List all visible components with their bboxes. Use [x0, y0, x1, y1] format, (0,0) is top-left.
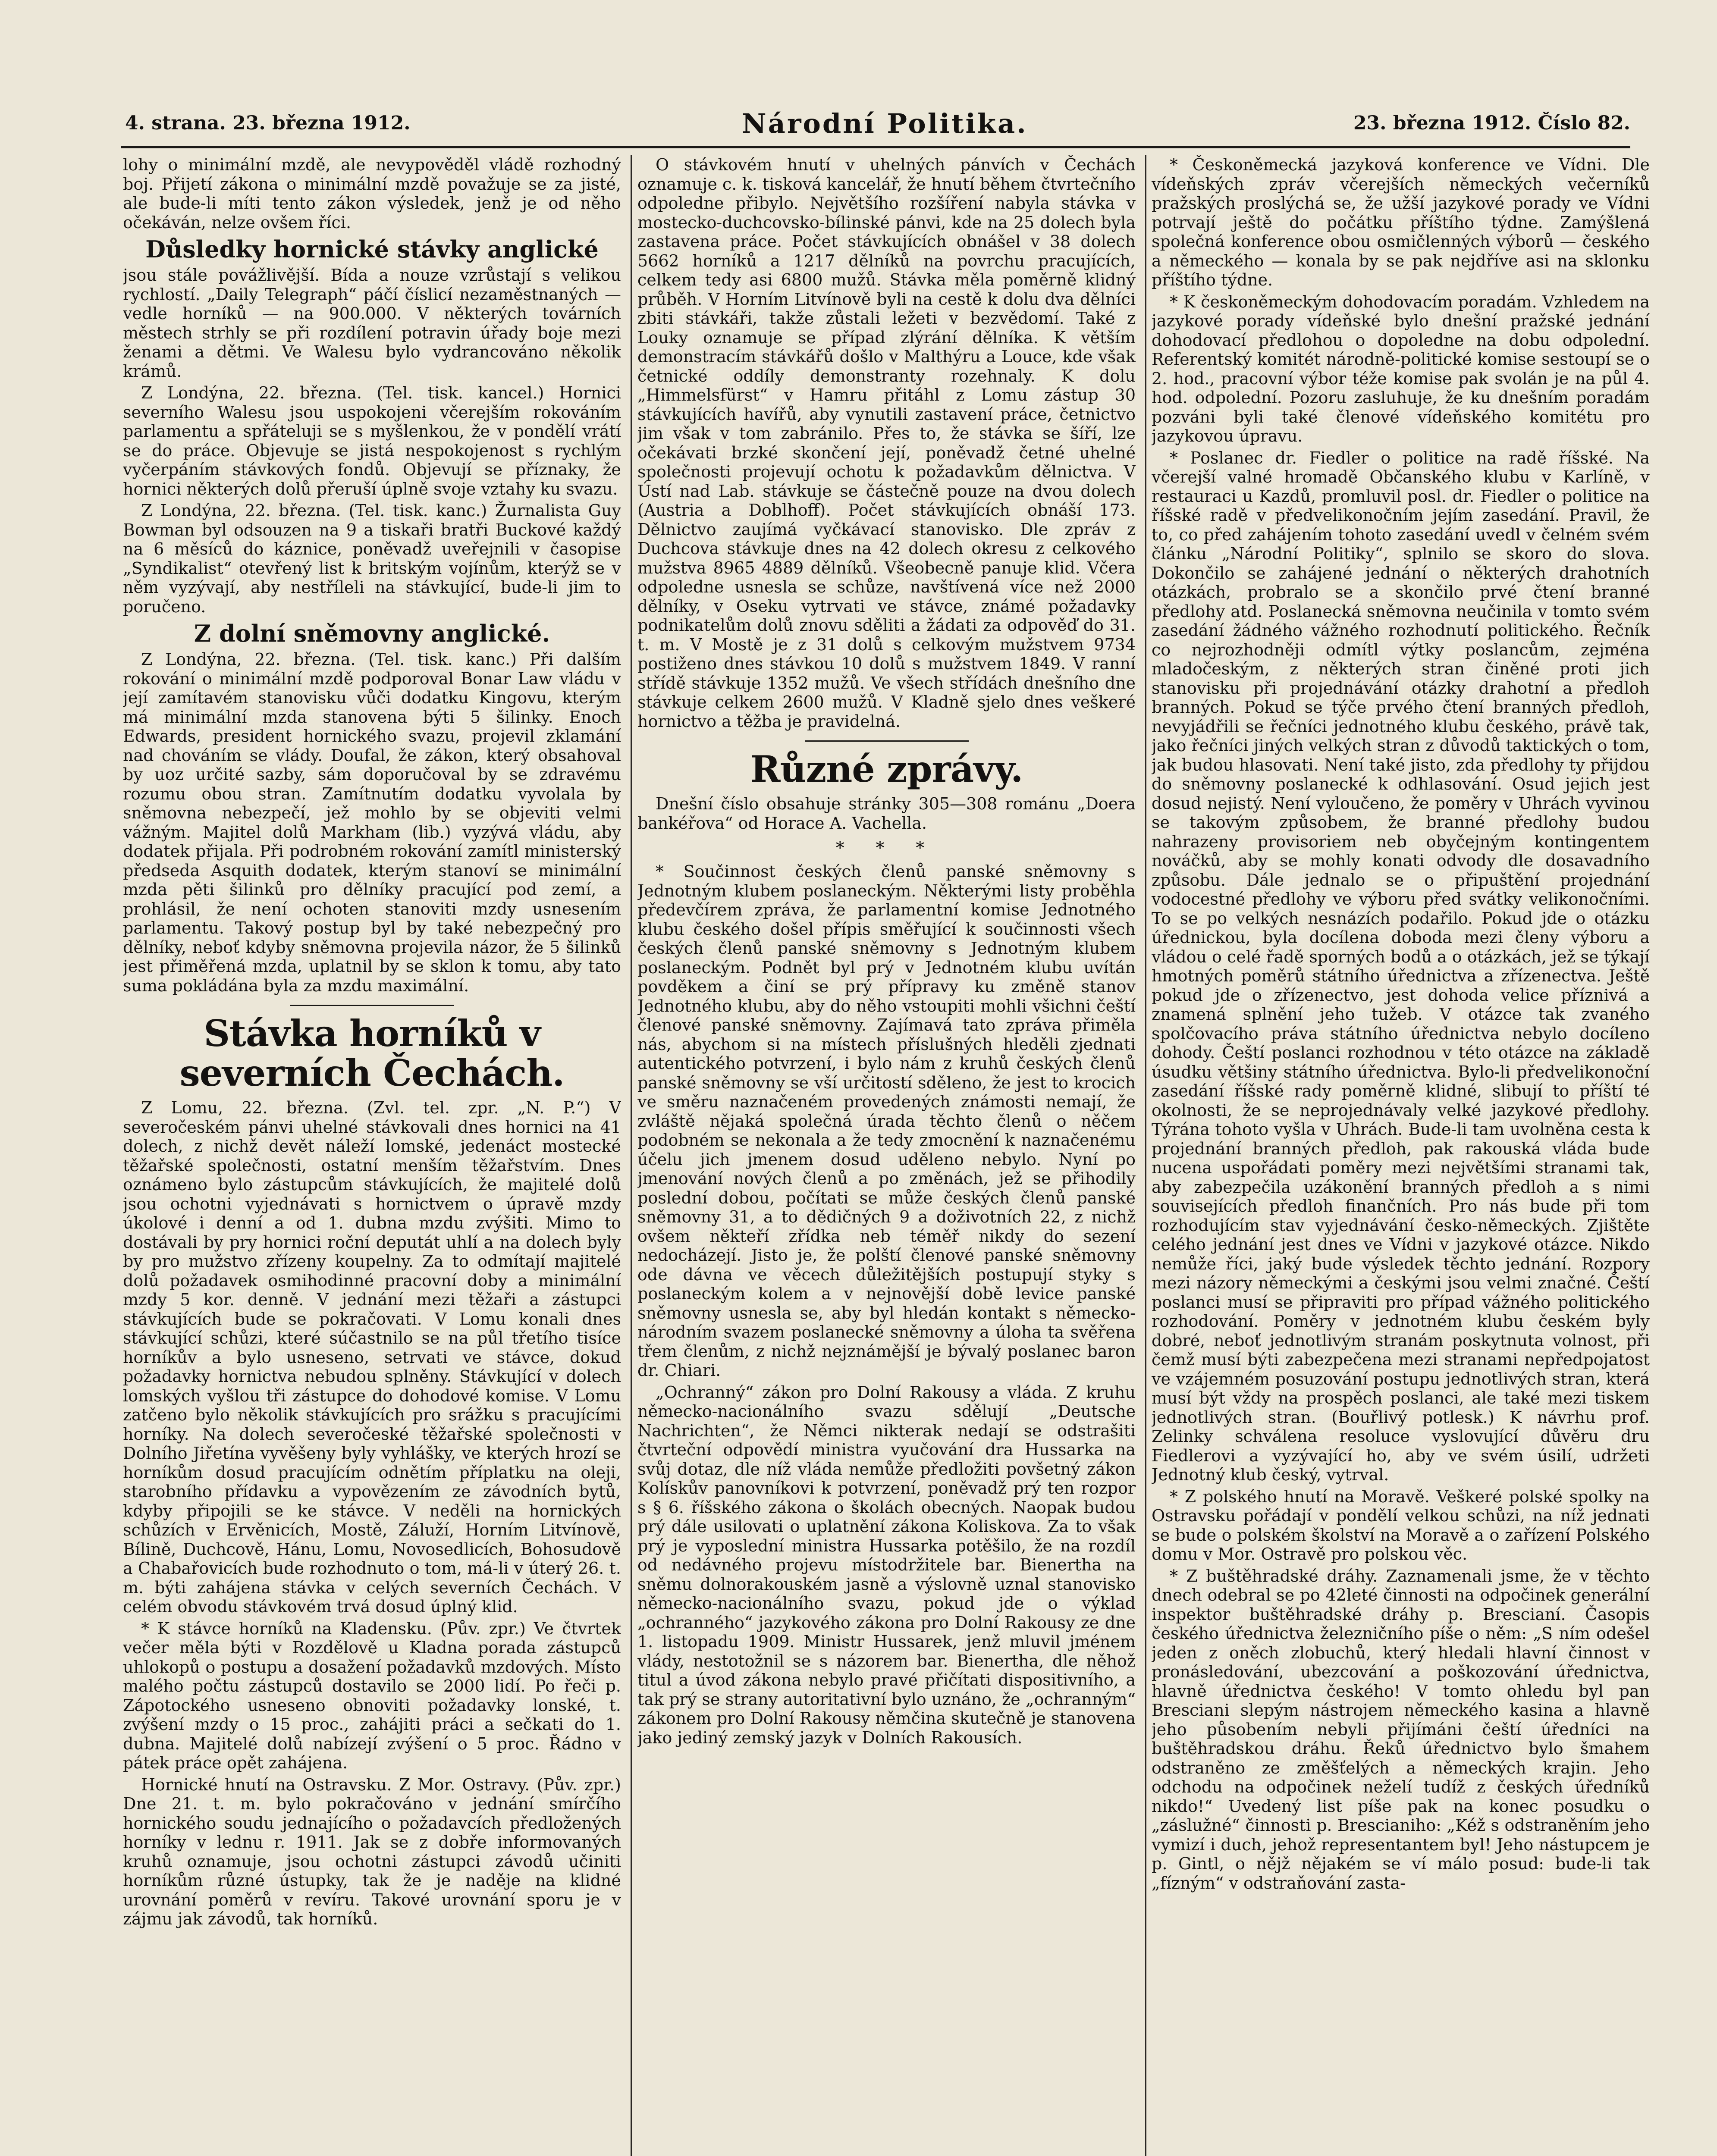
separator-rule	[805, 740, 969, 742]
column-1	[123, 155, 621, 2156]
article-dohodovaci-porady: * K českoněmeckým dohodovacím poradám. Vzhledem na jazykové porady vídeňské bylo dnešní pražské jednání dohodovací předlohou o dopoledne na dobu odpolední. Referentský komitét národně-politické komise sestoupí se o 2. hod., pracovní výbor téže komise pak svolán je na půl 4. hod. odpolední. Pozoru zasluhuje, že ku dnešním poradám pozváni byli také členové vídeňského komitétu pro jazykovou úpravu.	[1152, 292, 1650, 445]
column-3	[1152, 155, 1650, 2156]
article-continuation: lohy o minimální mzdě, ale nevypověděl vládě rozhodný boj. Přijetí zákona o minimální mzdě považuje se za jisté, ale bude-li míti tento zákon výsledek, jenž je od něho očekáván, nelze ovšem říci.	[123, 155, 621, 232]
header-rule	[121, 146, 1630, 148]
page-header	[121, 108, 1630, 142]
column-2	[637, 155, 1136, 2156]
masthead-title: Národní Politika.	[742, 108, 1028, 139]
article-stavkove-hnuti-cechy: O stávkovém hnutí v uhelných pánvích v Čechách oznamuje c. k. tisková kancelář, že hnutí během čtvrtečního odpoledne přibylo. Největšího rozšíření nabyla stávka v mostecko-duchcovsko-bílinské pánvi, kde na 25 dolech byla zastavena práce. Počet stávkujících obnášel v 38 dolech 5662 horníků a 1217 dělníků na povrchu pracujících, celkem tedy asi 6800 mužů. Stávka měla poměrně klidný průběh. V Horním Litvínově byli na cestě k dolu dva dělníci zbiti stávkáři, takže zůstali ležeti v bezvědomí. Také z Louky oznamuje se případ zlýrání dělníka. K větším demonstracím stávkářů došlo v Malthýru a Louce, kde však četnické oddíly demonstranty rozehnaly. K dolu „Himmelsfürst“ v Hamru přitáhl z Lomu zástup 30 stávkujících havířů, aby vynutili zastavení práce, četnictvo jim však v tom zabránilo. Přes to, že stávka se šíří, lze očekávati brzké skončení její, poněvadž četné uhelné společnosti projevují ochotu k požadavkům dělnictva. V Ústí nad Lab. stávkuje se částečně pouze na dvou dolech (Austria a Doblhoff). Počet stávkujících obnáší 173. Dělnictvo zaujímá vyčkávací stanovisko. Dle zpráv z Duchcova stávkuje dnes na 42 dolech okresu z celkového mužstva 8965 4889 dělníků. Všeobecně panuje klid. Včera odpoledne usnesla se schůze, navštívená více než 2000 dělníky, v Oseku vytrvati ve stávce, známé požadavky podnikatelům dolů znovu sděliti a žádati za odpověď do 31. t. m. V Mostě je z 31 dolů s celkovým mužstvem 9734 postiženo dnes stávkou 10 dolů s mužstvem 1849. V ranní střídě stávkuje 1352 mužů. Ve všech střídách dnešního dne stávkuje celkem 2600 mužů. V Kladně sjelo dnes veškeré hornictvo a těžba je pravidelná.	[637, 155, 1136, 731]
article-soucinnost: * Součinnost českých členů panské sněmovny s Jednotným klubem poslaneckým. Některými listy proběhla předevčírem zpráva, že parlamentní komise Jednotného klubu českého došel přípis směřující k součinnosti všech českých členů panské sněmovny s Jednotným klubem poslaneckým. Podnět byl prý v Jednotném klubu uvítán povděkem a činí se prý přípravy ku změně stanov Jednotného klubu, aby do něho vstoupiti mohli všichni čeští členové panské sněmovny. Zajímavá tato zpráva přiměla nás, abychom si na místech příslušných hleděli zjednati autentického potvrzení, i bylo nám z kruhů českých členů panské sněmovny se vší určitostí sděleno, že jest to krocich ve směru naznačeném provedených známosti nemají, že zvláště nějaká společná úrada těchto členů o něčem podobném se nekonala a že tedy zmocnění k naznačenému účelu jich jmenem dosud uděleno nebylo. Nyní po jmenování nových členů a po změnách, jež se přihodily poslední dobou, počítati se může českých členů panské sněmovny 31, a to dědičných 9 a doživotních 22, z nichž ovšem někteří zřídka neb téměř nikdy do sezení nedocházejí. Jisto je, že polští členové panské sněmovny ode dávna ve věcech důležitějších postupují styky s poslaneckým kolem a v nejnovější době levice panské sněmovny usnesla se, aby byl hledán kontakt s německo-národním svazem poslanecké sněmovny a úloha ta svěřena třem členům, z nichž nejznámější je bývalý poslanec baron dr. Chiari.	[637, 862, 1136, 1380]
column-divider-1	[631, 155, 632, 2156]
article-dolni-snemovna: Z Londýna, 22. března. (Tel. tisk. kanc.) Při dalším rokování o minimální mzdě podporoval Bonar Law vládu v její zamítavém stanovisku vůči dodatku Kingovu, kterým má minimální mzda stanovena býti 5 šilinky. Enoch Edwards, president hornického svazu, projevil zklamání nad chováním se vlády. Doufal, že zákon, který obsahoval by uoz určité sazby, sám doporučoval by se zdravému rozumu obou stran. Zamítnutím dodatku vyvolala by sněmovna nebezpečí, jež mohlo by se objeviti velmi vážným. Majitel dolů Markham (lib.) vyzývá vládu, aby dodatek přijala. Při podrobném rokování zamítl ministerský předseda Asquith dodatek, kterým stanoví se minimální mzda pěti šilinků pro dělníky pracující pod zemí, a prohlásil, že není ochoten stanoviti mzdy usnesením parlamentu. Takový postup byl by také nebezpečný pro dělníky, neboť kdyby sněmovna projevila názor, že 5 šilinků jest přiměřená mzda, uplatnil by se sklon k tomu, aby tato suma pokládána byla za mzdu maximální.	[123, 650, 621, 995]
article-kladensko: * K stávce horníků na Kladensku. (Pův. zpr.) Ve čtvrtek večer měla býti v Rozdělově u Kladna porada zástupců uhlokopů o postupu a dosažení požadavků mzdových. Místo malého počtu zástupců dostavilo se 2000 lidí. Po řeči p. Zápotockého usneseno obnoviti požadavky lonské, t. zvýšení mzdy o 15 proc., zahájiti práci a sečkati do 1. dubna. Majitelé dolů nabízejí zvýšení o 5 proc. Řádno v pátek práce opět zahájena.	[123, 1619, 621, 1772]
headline-ruzne-zpravy: Různé zprávy.	[750, 748, 1023, 790]
notice-roman: Dnešní číslo obsahuje stránky 305—308 románu „Doera bankéřova“ od Horace A. Vachella.	[637, 794, 1136, 833]
separator-rule	[290, 1005, 454, 1006]
article-jazykova-konference: * Českoněmecká jazyková konference ve Vídni. Dle vídeňských zpráv včerejších německých večerníků pražských proslýchá se, že užší jazykové porady ve Vídni potrvají ještě do počátku příštího týdne. Zamýšlená společná konference obou osmičlenných výborů — českého a německého — konala by se pak nejdříve asi na sklonku příštího týdne.	[1152, 155, 1650, 289]
header-date-issue-right: 23. března 1912. Číslo 82.	[1353, 112, 1630, 134]
article-fiedler: * Poslanec dr. Fiedler o politice na radě říšské. Na včerejší valné hromadě Občanského klubu v Karlíně, v restauraci u Kazdů, promluvil posl. dr. Fiedler o politice na říšské radě v předvelikonočním jejím zasedání. Pravil, že to, co před zahájením tohoto zasedání uvedl v čelném svém článku „Národní Politiky“, splnilo se skoro do slova. Dokončilo se zahájené jednání o některých drahotních otázkách, probralo se a skončilo prvé čtení branné předlohy atd. Poslanecká sněmovna neučinila v tomto svém zasedání žádného vážného rozhodnutí politického. Řečník co nejrozhodněji odmítl výtky poslancům, zejména mladočeským, z některých stran činěné proti jich stanovisku při projednávání otázky drahotní a předloh branných. Pokud se týče prvého čtení branných předloh, nevyjádřili se řečníci jednotného klubu českého, právě tak, jako řečníci jiných velkých stran z důvodů taktických o tom, jak budou hlasovati. Není také jisto, zda předlohy ty přijdou do sněmovny poslanecké k odhlasování. Osud jejich jest dosud nejistý. Není vyloučeno, že poměry v Uhrách vyvinou se takovým způsobem, že branné předlohy budou nahrazeny provisoriem neb obyčejným kontingentem nováčků, aby se mohly konati odvody dle dosavadního způsobu. Dále jednalo se o připuštění projednání vodocestné předlohy ve výboru před svátky velikonočními. To se po velkých nesnázích podařilo. Pokud jde o otázku úřednickou, byla docílena doboda mezi členy výboru a vládou o celé řadě sporných bodů a o otázkách, jež se týkají hmotných poměrů státního úřednictva a zřízenectva. Ještě pokud jde o zřízenectvo, jest dohoda velice příznivá a znamená splnění jeho tužeb. V otázce tak zvaného spolčovacího práva státního úřednictva nebylo docíleno dohody. Čeští poslanci rozhodnou v této otázce na základě úsudku většiny státního úřednictva. Bylo-li předvelikonoční zasedání říšské rady poměrně klidné, slibují to příští té okolnosti, že se neprojednávaly velké jazykové předlohy. Týrána tohoto vyšla v Uhrách. Bude-li tam uvolněna cesta k projednání branných předloh, pak rakouská vláda bude nucena uspořádati poměry mezi největšími stranami tak, aby zabezpečila uzákonění branných předloh a s nimi souvisejících předloh finančních. Pro nás bude při tom rozhodujícím stav vyjednávání česko-německých. Zjištěte celého jednání jest dnes ve Vídni v jazykové otázce. Nikdo nemůže říci, jaký bude výsledek těchto jednání. Rozpory mezi názory německými a českými jsou velmi značné. Čeští poslanci musí se připraviti pro případ vážného politického rozhodování. Poměry v jednotném klubu českém byly dobré, neboť jednotlivým stranám poskytnuta volnost, při čemž musí býti zabezpečena mezi stranami nepředpojatost ve vzájemném posuzování postupu jednotlivých stran, která musí být vždy na prospěch poslanci, ale také mezi tiskem jednotlivých stran. (Bouřlivý potlesk.) K návrhu prof. Zelinky schválena resoluce vyslovující důvěru dru Fiedlerovi a vyzývající ho, aby ve svém úsilí, udržeti Jednotný klub český, vytrval.	[1152, 448, 1650, 1484]
article-londyn-2: Z Londýna, 22. března. (Tel. tisk. kanc.) Žurnalista Guy Bowman byl odsouzen na 9 a tiskaři bratři Buckové každý na 6 měsíců do káznice, poněvadž uveřejnili v časopise „Syndikalist“ otevřený list k britským vojínům, kterýž se v něm vyzývají, aby nestříleli na stávkující, bude-li jim to poručeno.	[123, 501, 621, 616]
headline-stavka-hornikuu: Stávka horníků v severních Čechách.	[179, 1012, 565, 1094]
article-lomu: Z Lomu, 22. března. (Zvl. tel. zpr. „N. P.“) V severočeském pánvi uhelné stávkovali dnes hornici na 41 dolech, z nichž devět náleží lomské, jedenáct mostecké těžařské společnosti, ostatní menším těžařstvím. Dnes oznámeno bylo zástupcům stávkujících, že majitelé dolů jsou ochotni vyjednávati s hornictvem o úpravě mzdy úkolové i denní a od 1. dubna mzdu zvýšiti. Mimo to dostávali by pry hornici roční deputát uhlí a na dolech byly by pro mužstvo zřízeny koupelny. Za to odmítají majitelé dolů požadavek osmihodinné pracovní doby a minimální mzdy 5 kor. denně. V jednání mezi těžaři a zástupci stávkujících bude se pokračovati. V Lomu konali dnes stávkující schůzi, které súčastnilo se na půl třetího tisíce horníkův a bylo usneseno, setrvati ve stávce, dokud požadavky hornictva nebudou splněny. Stávkující v dolech lomských vyšlou tři zástupce do dohodové komise. V Lomu zatčeno bylo několik stávkujících pro srážku s pracujícími horníky. Na dolech severočeské těžařské společnosti v Dolního Jiřetína vyvěšeny byly vyhlášky, ve kterých hrozí se horníkům dosud pracujícím odnětím příplatku na oleji, starobního přídavku a vypovězením ze závodních bytů, kdyby připojili se ke stávce. V neděli na hornických schůzích v Ervěnicích, Mostě, Záluží, Horním Litvínově, Bílině, Duchcově, Hánu, Lomu, Novosedlicích, Bohosudově a Chabařovicích bude rozhodnuto o tom, má-li v úterý 26. t. m. býti zahájena stávka v celých severních Čechách. V celém obvodu stávkovém trvá dosud úplný klid.	[123, 1098, 621, 1616]
article-bustehradska-draha: * Z buštěhradské dráhy. Zaznamenali jsme, že v těchto dnech odebral se po 42leté činnosti na odpočinek generální inspektor buštěhradské dráhy p. Brescianí. Časopis českého úřednictva železničního píše o něm: „S ním odešel jeden z oněch zlobuchů, který hledali hlavní činnost v pronásledování, ubezcování a poškozování úřednictva, hlavně úřednictva českého! V tomto ohledu byl pan Bresciani slepým nástrojem německého kasina a hlavně jeho působením nebyli přijímáni čeští úředníci na buštěhradskou dráhu. Řeků úřednictvo bylo šmahem odstraněno ze změšťelých a německých krajin. Jeho odchodu na odpočinek neželí tudíž z českých úředníků nikdo!“ Uvedený list píše pak na konec posudku o „záslužné“ činnosti p. Brescianiho: „Kéž s odstraněním jeho vymizí i duch, jehož representantem byl! Jeho nástupcem je p. Gintl, o nějž nějakém se ví málo posud: bude-li tak „fízným“ v odstraňování zasta-	[1152, 1566, 1650, 1893]
article-ochranny-zakon: „Ochranný“ zákon pro Dolní Rakousy a vláda. Z kruhu německo-nacionálního svazu sdělují „Deutsche Nachrichten“, že Němci nikterak nedají se odstrašiti čtvrteční odpovědí ministra vyučování dra Hussarka na svůj dotaz, dle níž vláda nemůže předložiti povšetný zákon Kolískův panovníkovi k potvrzení, poněvadž prý ten rozpor s § 6. říšského zákona o školách obecných. Naopak budou prý dále usilovati o uplatnění zákona Koliskova. Za to však prý je vyposlední ministra Hussarka potěšilo, že na rozdíl od nedávného projevu místodržitele bar. Bienertha na sněmu dolnorakouském jasně a výslovně uznal stanovisko německo-nacionálního svazu, pokud jde o výklad „ochranného“ jazykového zákona pro Dolní Rakousy ze dne 1. listopadu 1909. Ministr Hussarek, jenž mluvil jménem vlády, nestotožnil se s názorem bar. Bienertha, dle něhož titul a úvod zákona nebylo pravé přičítati dispositivního, a tak prý se strany autoritativní bylo uznáno, že „ochranným“ zákonem pro Dolní Rakousy němčina skutečně je stanovena jako jediný zemský jazyk v Dolních Rakousích.	[637, 1382, 1136, 1747]
headline-dusledky: Důsledky hornické stávky anglické	[145, 235, 599, 263]
column-divider-2	[1145, 155, 1146, 2156]
article-polske-hnuti: * Z polského hnutí na Moravě. Veškeré polské spolky na Ostravsku pořádají v pondělí velkou schůzi, na níž jednati se bude o polském školství na Moravě a o zařízení Polského domu v Mor. Ostravě pro polskou věc.	[1152, 1487, 1650, 1564]
article-dusledky: jsou stále povážlivější. Bída a nouze vzrůstají s velikou rychlostí. „Daily Telegraph“ páčí číslicí nezaměstnaných — vedle horníků — na 900.000. V některých továrních městech strhly se při rozdílení potravin úřady boje mezi ženami a dětmi. Ve Walesu bylo vydrancováno několik krámů.	[123, 266, 621, 381]
asterism: * * *	[835, 838, 938, 858]
header-page-date-left: 4. strana. 23. března 1912.	[125, 112, 411, 134]
headline-dolni-snemovna: Z dolní sněmovny anglické.	[194, 620, 550, 647]
article-londyn-1: Z Londýna, 22. března. (Tel. tisk. kancel.) Hornici severního Walesu jsou uspokojeni včerejším rokováním parlamentu a spřáteluji se s myšlenkou, že v pondělí vrátí se do práce. Objevuje se jistá nespokojenost s rychlým vyčerpáním stávkových fondů. Objevují se příznaky, že hornici některých dolů přeruší úplně svoje vztahy ku svazu.	[123, 383, 621, 498]
article-ostravsko: Hornické hnutí na Ostravsku. Z Mor. Ostravy. (Pův. zpr.) Dne 21. t. m. bylo pokračováno v jednání smírčího hornického soudu jednajícího o požadavcích předložených horníky v lednu r. 1911. Jak se z dobře informovaných kruhů oznamuje, jsou ochotni zástupci závodů učiniti horníkům různé ústupky, tak že je naděje na klidné urovnání poměrů v revíru. Takové urovnání sporu je v zájmu jak závodů, tak horníků.	[123, 1775, 621, 1928]
